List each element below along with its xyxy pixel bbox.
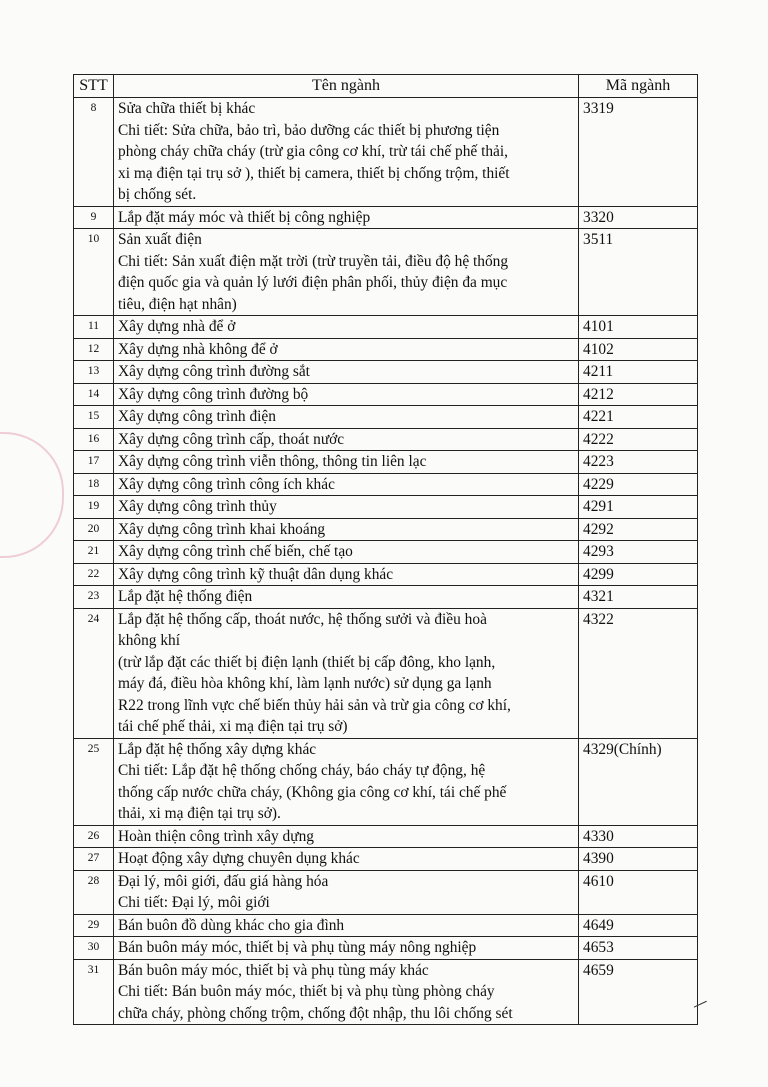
row-industry-code: 4649 [579, 914, 698, 937]
row-industry-name [114, 316, 579, 339]
industry-code-table [73, 74, 698, 1025]
row-stt: 20 [74, 518, 114, 541]
table-row [74, 914, 698, 937]
table-row [74, 937, 698, 960]
row-industry-name [114, 825, 579, 848]
row-stt: 15 [74, 406, 114, 429]
table-header-row [74, 75, 698, 98]
row-stt: 27 [74, 848, 114, 871]
table-row [74, 496, 698, 519]
table-row [74, 406, 698, 429]
industry-name-line: Bán buôn máy móc, thiết bị và phụ tùng máy nông nghiệp [118, 939, 477, 956]
industry-name-line: không khí [118, 632, 180, 649]
industry-name-line: Lắp đặt máy móc và thiết bị công nghiệp [118, 208, 371, 226]
table-row [74, 338, 698, 361]
row-stt: 19 [74, 496, 114, 519]
row-industry-code: 4299 [579, 563, 698, 586]
industry-name-line: chữa cháy, phòng chống trộm, chống đột nhập, thu lôi chống sét [118, 1004, 513, 1022]
row-industry-code: 4223 [579, 451, 698, 474]
row-industry-name [114, 608, 579, 738]
industry-name-line: Chi tiết: Sửa chữa, bảo trì, bảo dưỡng các thiết bị phương tiện [118, 121, 500, 139]
table-row [74, 383, 698, 406]
row-industry-name [114, 428, 579, 451]
industry-name-line: Xây dựng công trình kỹ thuật dân dụng khác [118, 565, 394, 583]
row-industry-name [114, 738, 579, 825]
row-stt: 30 [74, 937, 114, 960]
row-stt: 10 [74, 229, 114, 316]
industry-name-line: (trừ lắp đặt các thiết bị điện lạnh (thiết bị cấp đông, kho lạnh, [118, 653, 496, 671]
row-stt: 14 [74, 383, 114, 406]
industry-name-line: Hoàn thiện công trình xây dựng [118, 827, 314, 845]
table-row [74, 451, 698, 474]
row-stt: 13 [74, 361, 114, 384]
row-stt: 24 [74, 608, 114, 738]
industry-name-line: Hoạt động xây dựng chuyên dụng khác [118, 850, 360, 867]
industry-name-line: Lắp đặt hệ thống cấp, thoát nước, hệ thống sưởi và điều hoà [118, 610, 487, 628]
row-industry-name [114, 406, 579, 429]
table-row [74, 229, 698, 316]
row-industry-code: 4321 [579, 586, 698, 609]
industry-name-line: Xây dựng công trình đường bộ [118, 385, 309, 403]
industry-name-line: Xây dựng nhà để ở [118, 318, 236, 335]
row-industry-name [114, 229, 579, 316]
industry-name-line: tái chế phế thải, xi mạ điện tại trụ sở) [118, 718, 348, 735]
row-industry-name [114, 870, 579, 914]
row-industry-code: 4212 [579, 383, 698, 406]
row-industry-code: 4211 [579, 361, 698, 384]
row-industry-name [114, 383, 579, 406]
industry-name-line: Xây dựng công trình khai khoáng [118, 520, 326, 538]
header-industry-code: Mã ngành [579, 75, 698, 98]
row-industry-code: 4329(Chính) [579, 738, 698, 825]
row-stt: 29 [74, 914, 114, 937]
row-industry-code: 4330 [579, 825, 698, 848]
table-row [74, 518, 698, 541]
table-row [74, 428, 698, 451]
industry-name-line: Chi tiết: Đại lý, môi giới [118, 894, 270, 911]
row-stt: 22 [74, 563, 114, 586]
industry-name-line: thải, xi mạ điện tại trụ sở). [118, 805, 281, 822]
industry-name-line: Chi tiết: Sản xuất điện mặt trời (trừ truyền tải, điều độ hệ thống [118, 252, 509, 270]
row-industry-name [114, 451, 579, 474]
row-industry-code: 4322 [579, 608, 698, 738]
industry-name-line: máy đá, điều hòa không khí, làm lạnh nước) sử dụng ga lạnh [118, 675, 492, 692]
industry-name-line: Xây dựng công trình điện [118, 408, 276, 425]
industry-name-line: xi mạ điện tại trụ sở ), thiết bị camera, thiết bị chống trộm, thiết [118, 164, 510, 182]
industry-name-line: thống cấp nước chữa cháy, (Không gia công cơ khí, tái chế phế [118, 783, 507, 801]
row-industry-code: 4659 [579, 959, 698, 1025]
table-row [74, 870, 698, 914]
industry-name-line: phòng cháy chữa cháy (trừ gia công cơ khí, trừ tái chế phế thải, [118, 143, 509, 160]
row-industry-code: 4101 [579, 316, 698, 339]
industry-name-line: Xây dựng công trình chế biến, chế tạo [118, 543, 353, 560]
row-stt: 12 [74, 338, 114, 361]
table-row [74, 541, 698, 564]
industry-name-line: Xây dựng công trình thủy [118, 498, 277, 515]
table-row [74, 473, 698, 496]
industry-name-line: Chi tiết: Lắp đặt hệ thống chống cháy, báo cháy tự động, hệ [118, 762, 486, 779]
row-industry-name [114, 518, 579, 541]
table-row [74, 563, 698, 586]
row-industry-code: 3319 [579, 98, 698, 207]
table-row [74, 608, 698, 738]
row-industry-code: 4610 [579, 870, 698, 914]
row-stt: 26 [74, 825, 114, 848]
row-stt: 31 [74, 959, 114, 1025]
industry-name-line: Bán buôn đồ dùng khác cho gia đình [118, 916, 345, 934]
row-stt: 21 [74, 541, 114, 564]
partial-stamp [0, 432, 64, 558]
industry-name-line: Sửa chữa thiết bị khác [118, 100, 256, 117]
industry-name-line: Xây dựng công trình công ích khác [118, 475, 335, 493]
header-industry-name: Tên ngành [114, 75, 579, 98]
industry-name-line: Đại lý, môi giới, đấu giá hàng hóa [118, 872, 329, 890]
row-industry-name [114, 496, 579, 519]
row-industry-name [114, 338, 579, 361]
row-industry-code: 4221 [579, 406, 698, 429]
table-row [74, 848, 698, 871]
industry-name-line: Xây dựng công trình đường sắt [118, 363, 310, 380]
row-industry-code: 4292 [579, 518, 698, 541]
row-industry-name [114, 98, 579, 207]
table-row [74, 98, 698, 207]
row-stt: 11 [74, 316, 114, 339]
row-stt: 23 [74, 586, 114, 609]
table-row [74, 316, 698, 339]
row-industry-code: 4293 [579, 541, 698, 564]
table-row [74, 586, 698, 609]
row-industry-name [114, 586, 579, 609]
row-industry-name [114, 914, 579, 937]
row-industry-code: 4291 [579, 496, 698, 519]
industry-name-line: tiêu, điện hạt nhân) [118, 295, 237, 313]
table-body [74, 98, 698, 1025]
row-industry-code: 4653 [579, 937, 698, 960]
row-stt: 17 [74, 451, 114, 474]
header-stt: STT [74, 75, 114, 98]
row-stt: 8 [74, 98, 114, 207]
table-row [74, 959, 698, 1025]
industry-name-line: Lắp đặt hệ thống điện [118, 588, 253, 605]
row-industry-code: 4229 [579, 473, 698, 496]
industry-name-line: Xây dựng nhà không để ở [118, 340, 278, 358]
industry-name-line: bị chống sét. [118, 186, 197, 203]
industry-name-line: R22 trong lĩnh vực chế biến thủy hải sản và trừ gia công cơ khí, [118, 696, 511, 714]
row-industry-code: 4102 [579, 338, 698, 361]
industry-name-line: Bán buôn máy móc, thiết bị và phụ tùng máy khác [118, 961, 429, 979]
row-stt: 9 [74, 206, 114, 229]
row-industry-name [114, 937, 579, 960]
row-stt: 18 [74, 473, 114, 496]
table-row [74, 206, 698, 229]
row-industry-name [114, 959, 579, 1025]
industry-name-line: Xây dựng công trình cấp, thoát nước [118, 430, 345, 448]
industry-name-line: Xây dựng công trình viễn thông, thông tin liên lạc [118, 453, 427, 470]
industry-name-line: điện quốc gia và quản lý lưới điện phân phối, thủy điện đa mục [118, 274, 508, 291]
table-row [74, 361, 698, 384]
row-industry-code: 4390 [579, 848, 698, 871]
industry-name-line: Sản xuất điện [118, 231, 202, 248]
industry-name-line: Chi tiết: Bán buôn máy móc, thiết bị và phụ tùng phòng cháy [118, 983, 495, 1000]
row-industry-name [114, 541, 579, 564]
row-stt: 16 [74, 428, 114, 451]
industry-name-line: Lắp đặt hệ thống xây dựng khác [118, 740, 317, 758]
row-industry-name [114, 848, 579, 871]
row-industry-name [114, 206, 579, 229]
row-industry-code: 4222 [579, 428, 698, 451]
row-industry-name [114, 473, 579, 496]
row-industry-name [114, 361, 579, 384]
row-industry-code: 3320 [579, 206, 698, 229]
row-industry-name [114, 563, 579, 586]
row-stt: 25 [74, 738, 114, 825]
table-row [74, 738, 698, 825]
row-industry-code: 3511 [579, 229, 698, 316]
row-stt: 28 [74, 870, 114, 914]
table-row [74, 825, 698, 848]
